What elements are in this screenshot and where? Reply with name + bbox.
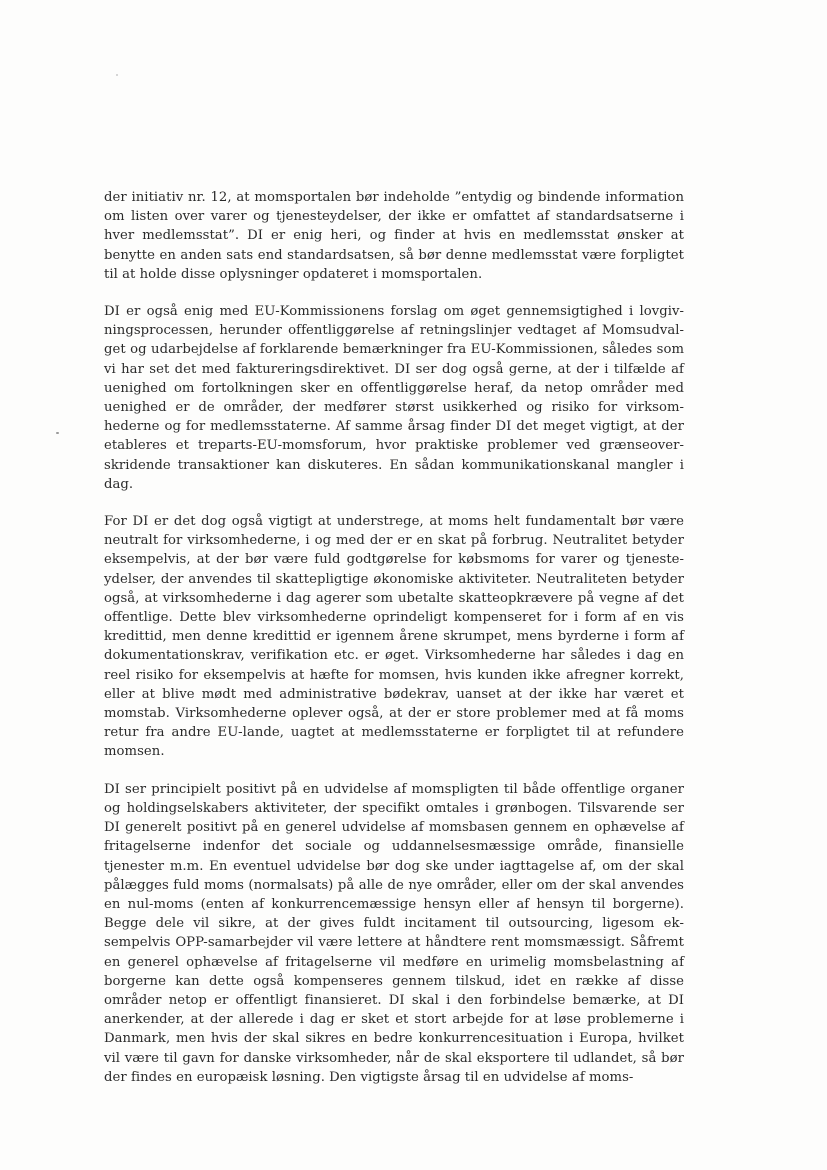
body-text <box>104 188 684 1087</box>
scan-speck <box>116 74 118 76</box>
paragraph-2: DI er også enig med EU-Kommissionens forslag om øget gennemsigtighed i lovgivningsprocessen, herunder offentliggørelse af retningslinjer vedtaget af Momsudvalget og udarbejdelse af forklarende bemærkninger fra EU-Kommissionen, således som vi har set det med faktureringsdirektivet. DI ser dog også gerne, at der i tilfælde af uenighed om fortolkningen sker en offentliggørelse heraf, da netop områder med uenighed er de områder, der medfører størst usikkerhed og risiko for virksomhederne og for medlemsstaterne. Af samme årsag finder DI det meget vigtigt, at der etableres et treparts-EU-momsforum, hvor praktiske problemer ved grænseoverskridende transaktioner kan diskuteres. En sådan kommunikationskanal mangler i dag. <box>104 304 684 492</box>
paragraph-4: DI ser principielt positivt på en udvidelse af momspligten til både offentlige organer og holdingselskabers aktiviteter, der specifikt omtales i grønbogen. Tilsvarende ser DI generelt positivt på en generel udvidelse af momsbasen gennem en ophævelse af fritagelserne indenfor det sociale og uddannelsesmæssige område, finansielle tjenester m.m. En eventuel udvidelse bør dog ske under iagttagelse af, om der skal pålægges fuld moms (normalsats) på alle de nye områder, eller om der skal anvendes en nul-moms (enten af konkurrencemæssige hensyn eller af hensyn til borgerne). Begge dele vil sikre, at der gives fuldt incitament til outsourcing, ligesom eksempelvis OPP-samarbejder vil være lettere at håndtere rent momsmæssigt. Såfremt en generel ophævelse af fritagelserne vil medføre en urimelig momsbelastning af borgerne kan dette også kompenseres gennem tilskud, idet en række af disse områder netop er offentligt finansieret. DI skal i den forbindelse bemærke, at DI anerkender, at der allerede i dag er sket et stort arbejde for at løse problemerne i Danmark, men hvis der skal sikres en bedre konkurrencesituation i Europa, hvilket vil være til gavn for danske virksomheder, når de skal eksportere til udlandet, så bør der findes en europæisk løsning. Den vigtigste årsag til en udvidelse af moms- <box>104 781 684 1085</box>
scan-speck <box>56 432 59 434</box>
paragraph-3: For DI er det dog også vigtigt at understrege, at moms helt fundamentalt bør være neutralt for virksomhederne, i og med der er en skat på forbrug. Neutralitet betyder eksempelvis, at der bør være fuld godtgørelse for købsmoms for varer og tjenesteydelser, der anvendes til skattepligtige økonomiske aktiviteter. Neutraliteten betyder også, at virksomhederne i dag agerer som ubetalte skatteopkrævere på vegne af det offentlige. Dette blev virksomhederne oprindeligt kompenseret for i form af en vis kredittid, men denne kredittid er igennem årene skrumpet, mens byrderne i form af dokumentationskrav, verifikation etc. er øget. Virksomhederne har således i dag en reel risiko for eksempelvis at hæfte for momsen, hvis kunden ikke afregner korrekt, eller at blive mødt med administrative bødekrav, uanset at der ikke har været et momstab. Virksomhederne oplever også, at der er store problemer med at få moms retur fra andre EU-lande, uagtet at medlemsstaterne er forpligtet til at refundere momsen. <box>104 514 684 760</box>
paragraph-1: der initiativ nr. 12, at momsportalen bør indeholde ”entydig og bindende information om listen over varer og tjenesteydelser, der ikke er omfattet af standardsatserne i hver medlemsstat”. DI er enig heri, og finder at hvis en medlemsstat ønsker at benytte en anden sats end standardsatsen, så bør denne medlemsstat være forpligtet til at holde disse oplysninger opdateret i momsportalen. <box>104 190 684 282</box>
